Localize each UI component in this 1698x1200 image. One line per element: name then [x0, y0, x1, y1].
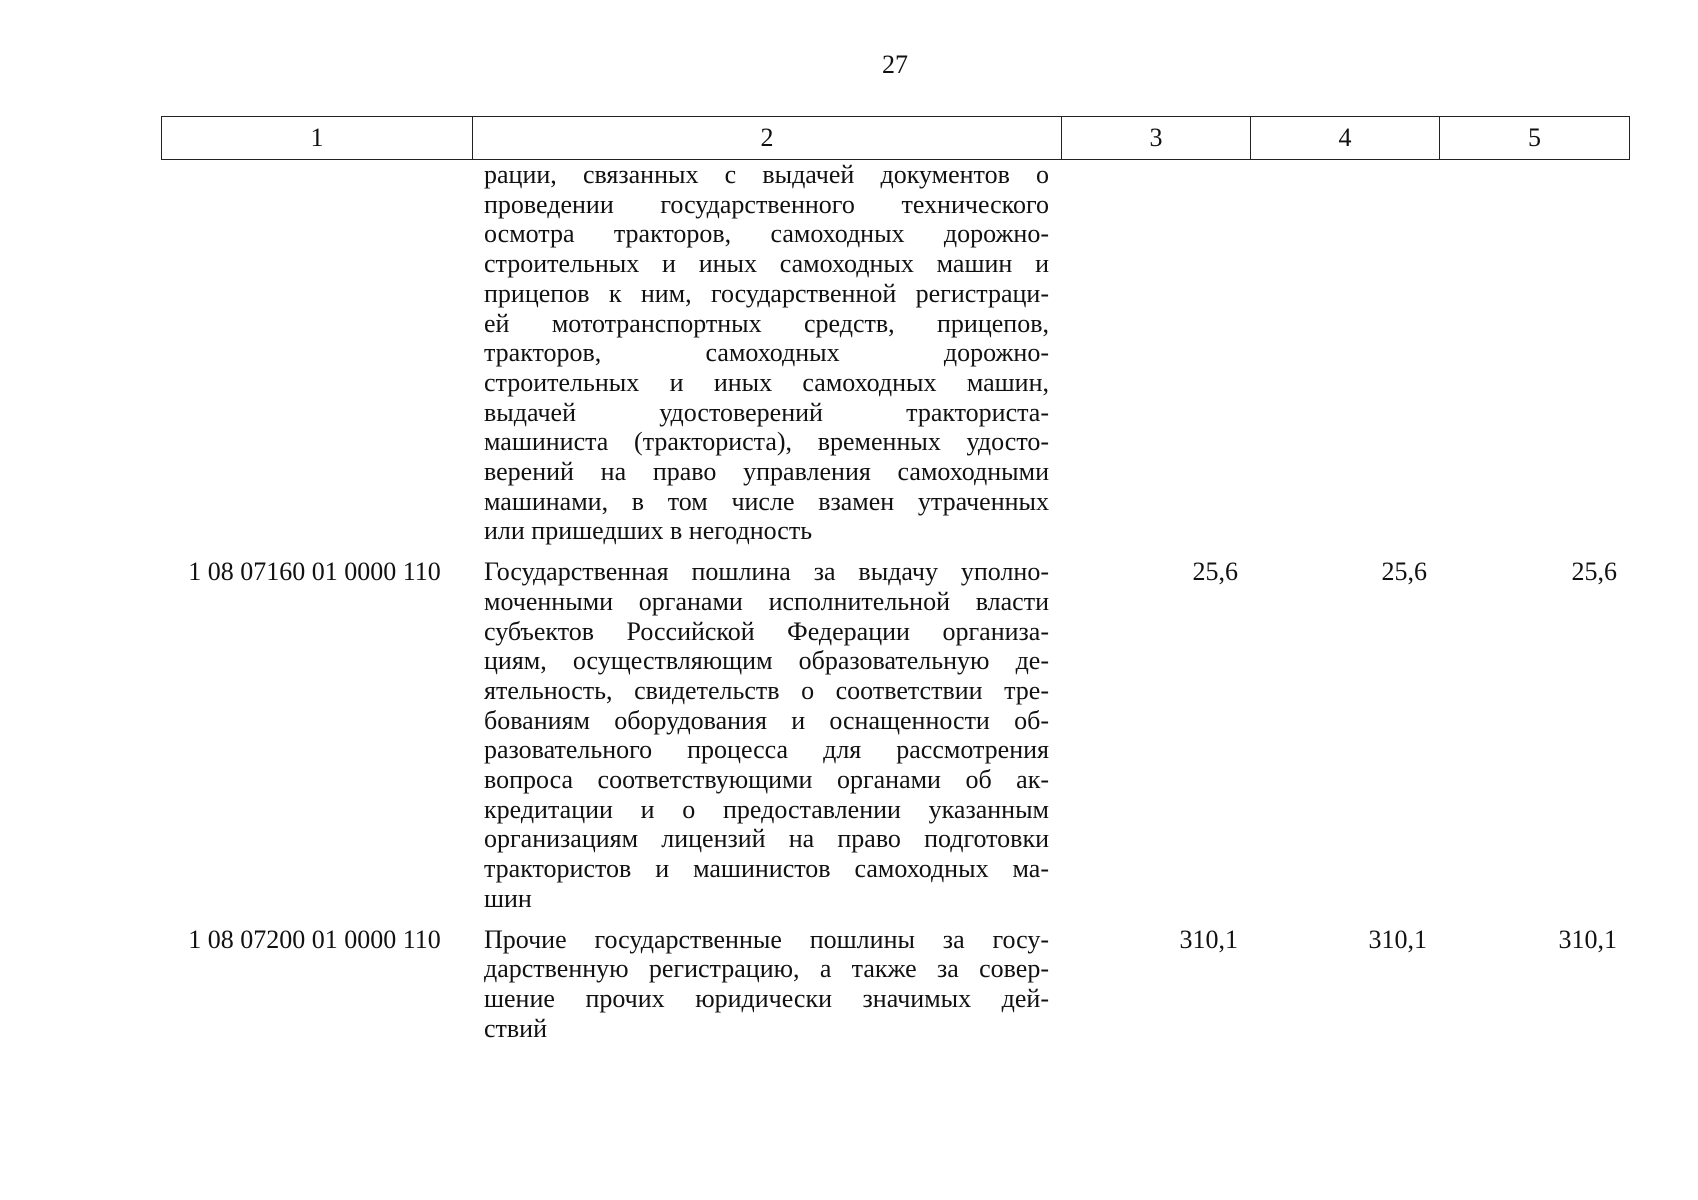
description-line: осмотра тракторов, самоходных дорожно-: [484, 219, 1049, 249]
row-description: [472, 160, 1061, 546]
description-line: ствий: [484, 1013, 548, 1043]
row-description: [472, 925, 1061, 1044]
row-value-col3: 25,6: [1192, 557, 1238, 587]
description-line: шин: [484, 883, 532, 913]
description-line: разовательного процесса для рассмотрения: [484, 735, 1049, 765]
description-line: вопроса соответствующими органами об ак-: [484, 765, 1049, 795]
description-line: строительных и иных самоходных машин и: [484, 249, 1049, 279]
header-cell-2: 2: [473, 117, 1062, 160]
row-code: 1 08 07200 01 0000 110: [188, 924, 441, 954]
row-value-col3: 310,1: [1179, 924, 1238, 954]
table-row: [161, 160, 1633, 546]
description-line: Прочие государственные пошлины за госу-: [484, 924, 1049, 954]
header-cell-5: 5: [1440, 117, 1630, 160]
row-description: [472, 557, 1061, 913]
description-line: прицепов к ним, государственной регистраци-: [484, 278, 1049, 308]
description-line: выдачей удостоверений тракториста-: [484, 397, 1049, 427]
row-value-col5: 25,6: [1571, 557, 1617, 587]
description-line: машинами, в том числе взамен утраченных: [484, 486, 1049, 516]
description-line: шение прочих юридически значимых дей-: [484, 983, 1049, 1013]
row-code: 1 08 07160 01 0000 110: [188, 557, 441, 587]
description-line: строительных и иных самоходных машин,: [484, 367, 1049, 397]
description-line: моченными органами исполнительной власти: [484, 586, 1049, 616]
column-number-header: [161, 116, 1630, 160]
description-line: дарственную регистрацию, а также за совер-: [484, 954, 1049, 984]
description-line: Государственная пошлина за выдачу уполно-: [484, 557, 1049, 587]
table-row: [161, 925, 1633, 1044]
description-line: верений на право управления самоходными: [484, 457, 1049, 487]
description-line: тракторов, самоходных дорожно-: [484, 338, 1049, 368]
description-line: ятельность, свидетельств о соответствии тре-: [484, 675, 1049, 705]
row-value-col4: 25,6: [1381, 557, 1427, 587]
description-line: бованиям оборудования и оснащенности об-: [484, 705, 1049, 735]
table-body: [161, 160, 1633, 1043]
description-line: ей мототранспортных средств, прицепов,: [484, 308, 1049, 338]
header-row: [162, 117, 1630, 160]
description-line: субъектов Российской Федерации организа-: [484, 616, 1049, 646]
description-line: трактористов и машинистов самоходных ма-: [484, 854, 1049, 884]
description-line: циям, осуществляющим образовательную де-: [484, 646, 1049, 676]
header-cell-3: 3: [1062, 117, 1251, 160]
description-line: кредитации и о предоставлении указанным: [484, 794, 1049, 824]
description-line: машиниста (тракториста), временных удосто-: [484, 427, 1049, 457]
table-row: [161, 557, 1633, 913]
description-line: проведении государственного технического: [484, 189, 1049, 219]
header-cell-4: 4: [1251, 117, 1440, 160]
page-number: 27: [882, 50, 908, 79]
row-value-col5: 310,1: [1558, 924, 1617, 954]
row-value-col4: 310,1: [1368, 924, 1427, 954]
description-line: рации, связанных с выдачей документов о: [484, 160, 1049, 189]
header-cell-1: 1: [162, 117, 473, 160]
description-line: или пришедших в негодность: [484, 516, 813, 546]
description-line: организациям лицензий на право подготовки: [484, 824, 1049, 854]
